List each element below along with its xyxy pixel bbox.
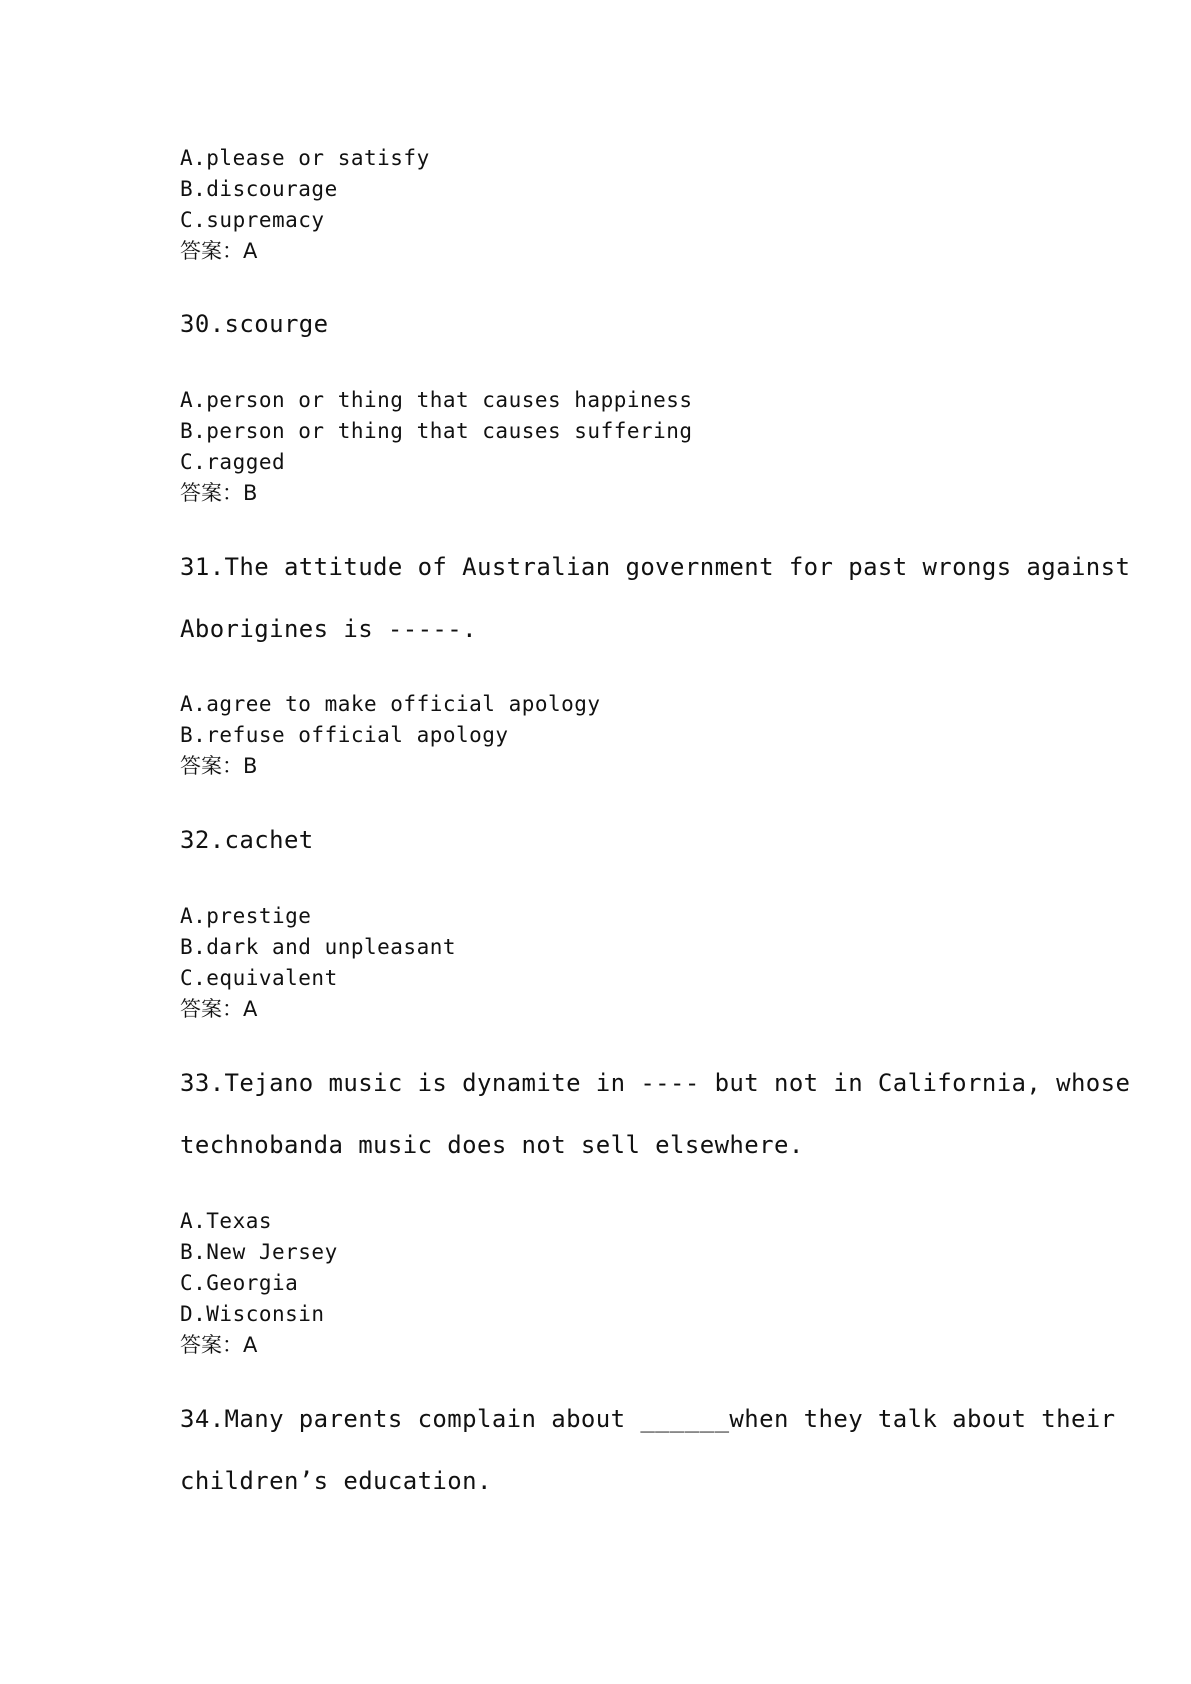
question-title-line-1: 31.The attitude of Australian government for past wrongs against bbox=[180, 553, 1131, 581]
question-title-line-2: children’s education. bbox=[180, 1467, 492, 1495]
option-a: A.Texas bbox=[180, 1209, 273, 1233]
option-b: B.New Jersey bbox=[180, 1240, 338, 1264]
option-c: C.ragged bbox=[180, 450, 286, 474]
question-title: 30.scourge bbox=[180, 310, 329, 338]
question-title-line-1: 33.Tejano music is dynamite in ---- but not in California, whose bbox=[180, 1069, 1131, 1097]
question-title-line-1: 34.Many parents complain about ______when they talk about their bbox=[180, 1405, 1116, 1433]
answer: 答案：B bbox=[180, 754, 258, 778]
question-title-line-2: Aborigines is -----. bbox=[180, 615, 477, 643]
option-a: A.please or satisfy bbox=[180, 146, 430, 170]
option-b: B.dark and unpleasant bbox=[180, 935, 457, 959]
option-b: B.refuse official apology bbox=[180, 723, 509, 747]
option-a: A.agree to make official apology bbox=[180, 692, 601, 716]
option-c: C.supremacy bbox=[180, 208, 325, 232]
answer: 答案：B bbox=[180, 481, 258, 505]
option-d: D.Wisconsin bbox=[180, 1302, 325, 1326]
option-b: B.person or thing that causes suffering bbox=[180, 419, 693, 443]
option-a: A.prestige bbox=[180, 904, 312, 928]
option-c: C.equivalent bbox=[180, 966, 338, 990]
answer: 答案：A bbox=[180, 239, 258, 263]
option-b: B.discourage bbox=[180, 177, 338, 201]
question-title: 32.cachet bbox=[180, 826, 314, 854]
question-title-line-2: technobanda music does not sell elsewhere. bbox=[180, 1131, 804, 1159]
option-a: A.person or thing that causes happiness bbox=[180, 388, 693, 412]
answer: 答案：A bbox=[180, 997, 258, 1021]
option-c: C.Georgia bbox=[180, 1271, 299, 1295]
answer: 答案：A bbox=[180, 1333, 258, 1357]
